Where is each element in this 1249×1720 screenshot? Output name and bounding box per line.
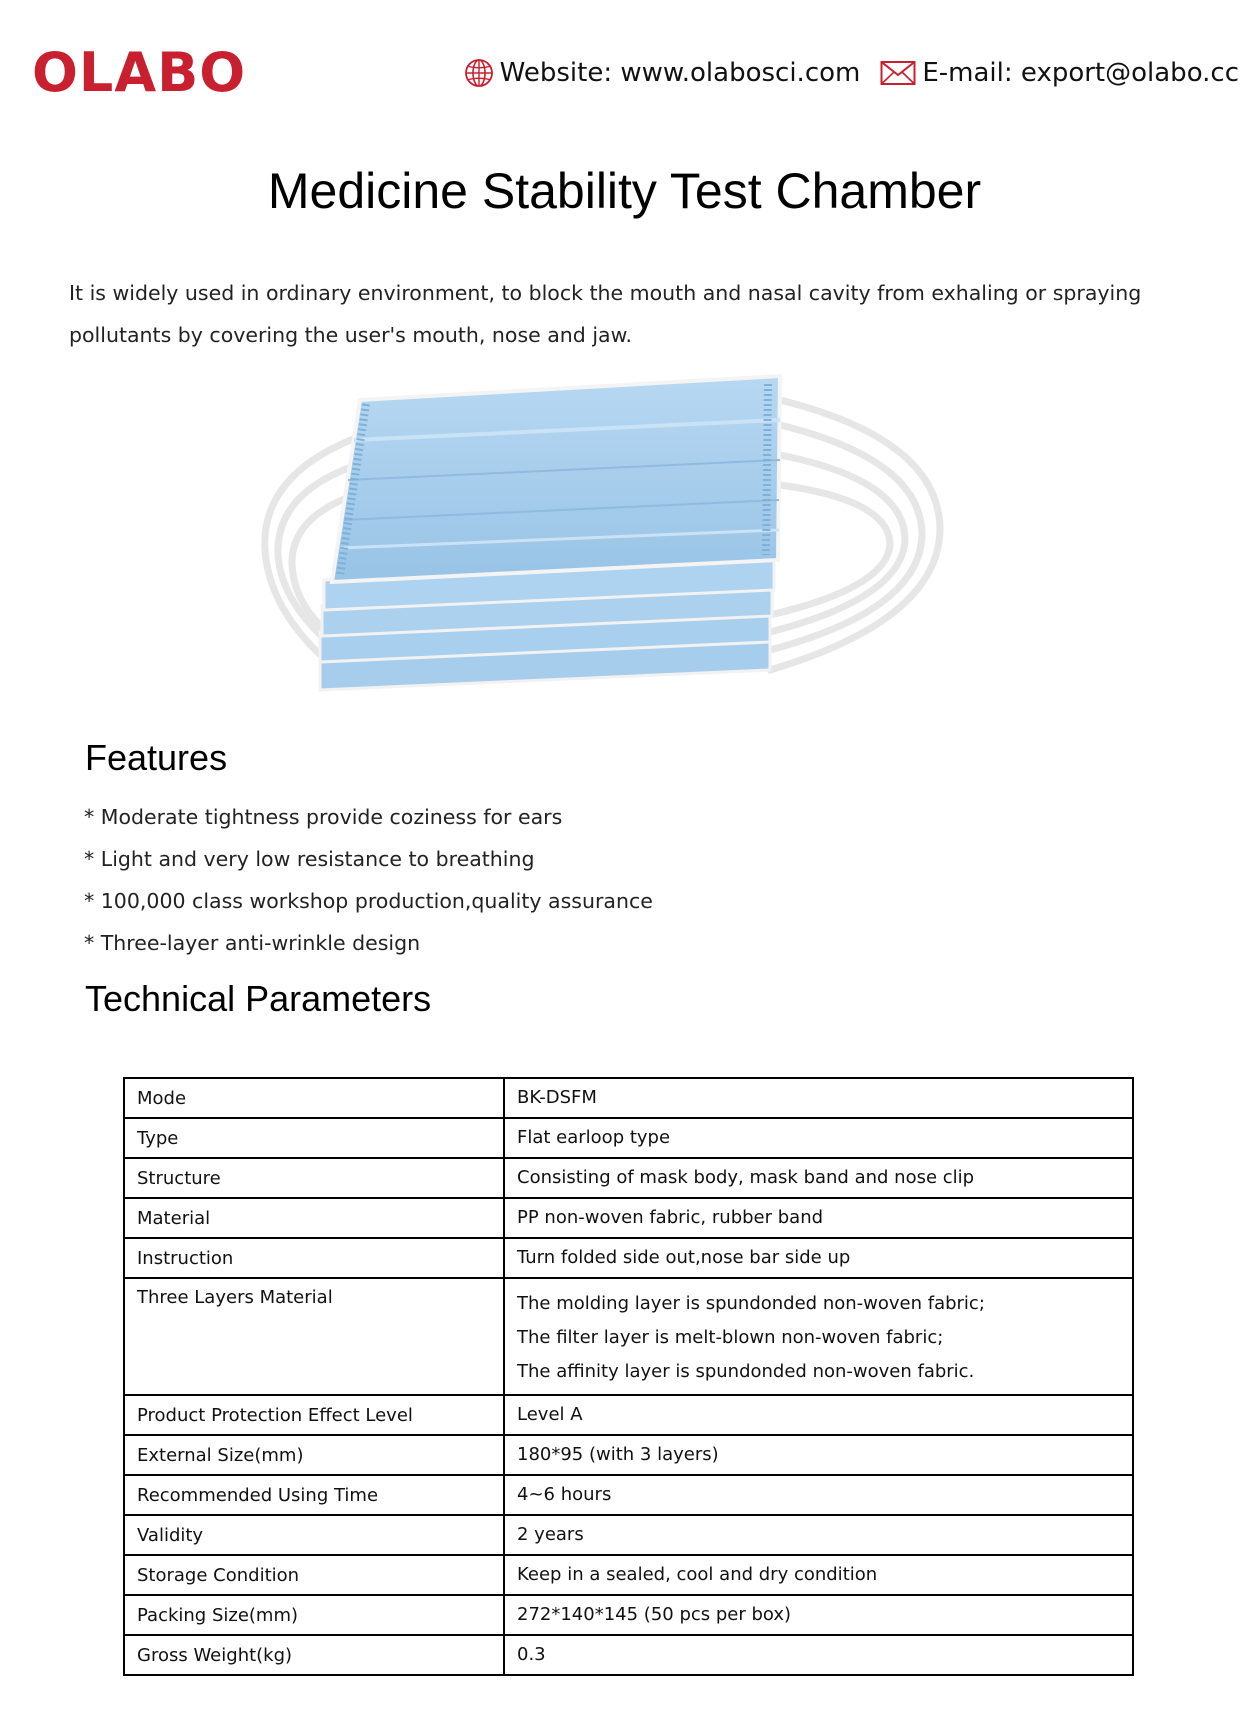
parameter-value [504,1278,1133,1395]
parameter-value-line: Flat earloop type [517,1127,671,1148]
table-row [124,1118,1133,1158]
parameter-value [504,1435,1133,1475]
parameter-value [504,1555,1133,1595]
parameter-value [504,1475,1133,1515]
parameter-value [504,1158,1133,1198]
contact-info [464,58,1239,88]
parameter-value-line: 4~6 hours [517,1484,612,1505]
table-row [124,1238,1133,1278]
table-row [124,1555,1133,1595]
feature-item: * Moderate tightness provide coziness for ears [84,805,563,829]
parameter-value-line: The molding layer is spundonded non-woven fabric; [517,1293,985,1314]
parameter-value-line: Keep in a sealed, cool and dry condition [517,1564,878,1585]
table-row [124,1435,1133,1475]
parameter-label: Three Layers Material [124,1278,504,1395]
parameter-value [504,1595,1133,1635]
parameter-value-line: Consisting of mask body, mask band and nose clip [517,1167,975,1188]
table-row [124,1635,1133,1675]
features-heading: Features [85,737,228,778]
ear-loops-right [770,400,940,670]
table-row [124,1158,1133,1198]
parameter-value [504,1198,1133,1238]
feature-item: * Three-layer anti-wrinkle design [84,931,421,955]
page-title: Medicine Stability Test Chamber [267,163,982,219]
parameter-label: Product Protection Effect Level [124,1395,504,1435]
parameter-value-line: The filter layer is melt-blown non-woven fabric; [517,1327,944,1348]
brand-logo: OLABO [32,41,247,104]
parameter-label: Storage Condition [124,1555,504,1595]
technical-parameters-table [123,1077,1134,1676]
table-row [124,1395,1133,1435]
parameter-value [504,1635,1133,1675]
parameter-value-line: 272*140*145 (50 pcs per box) [517,1604,792,1625]
feature-item: * Light and very low resistance to breathing [84,847,535,871]
table-row [124,1278,1133,1395]
product-image [250,370,950,730]
parameter-label: Mode [124,1078,504,1118]
parameter-value [504,1515,1133,1555]
envelope-icon [880,60,916,86]
table-row [124,1595,1133,1635]
feature-item: * 100,000 class workshop production,quality assurance [84,889,653,913]
parameter-label: Structure [124,1158,504,1198]
parameter-value [504,1078,1133,1118]
table-row [124,1198,1133,1238]
table-row [124,1475,1133,1515]
parameter-value-line: BK-DSFM [517,1087,597,1108]
parameter-label: External Size(mm) [124,1435,504,1475]
table-row [124,1078,1133,1118]
technical-parameters-heading: Technical Parameters [85,978,432,1019]
parameter-value [504,1238,1133,1278]
website-link[interactable]: Website: www.olabosci.com [499,58,861,88]
parameter-value-line: Turn folded side out,nose bar side up [517,1247,851,1268]
parameter-label: Type [124,1118,504,1158]
parameter-value-line: 2 years [517,1524,584,1545]
intro-paragraph: It is widely used in ordinary environment, to block the mouth and nasal cavity from exhaling or spraying pollutants by covering the user's mouth, nose and jaw. [69,281,1142,347]
table-row [124,1515,1133,1555]
parameter-value [504,1395,1133,1435]
mask-stack [320,376,780,690]
email-link[interactable]: E-mail: export@olabo.cc [922,58,1239,88]
parameter-label: Validity [124,1515,504,1555]
parameter-label: Material [124,1198,504,1238]
parameter-label: Gross Weight(kg) [124,1635,504,1675]
parameter-label: Recommended Using Time [124,1475,504,1515]
parameter-value-line: 180*95 (with 3 layers) [517,1444,719,1465]
globe-icon [464,58,494,88]
features-list [84,796,653,964]
parameter-label: Packing Size(mm) [124,1595,504,1635]
parameter-value [504,1118,1133,1158]
parameter-value-line: PP non-woven fabric, rubber band [517,1207,824,1228]
parameter-label: Instruction [124,1238,504,1278]
parameter-value-line: Level A [517,1404,583,1425]
parameter-value-line: 0.3 [517,1644,546,1665]
parameter-value-line: The affinity layer is spundonded non-woven fabric. [517,1361,975,1382]
